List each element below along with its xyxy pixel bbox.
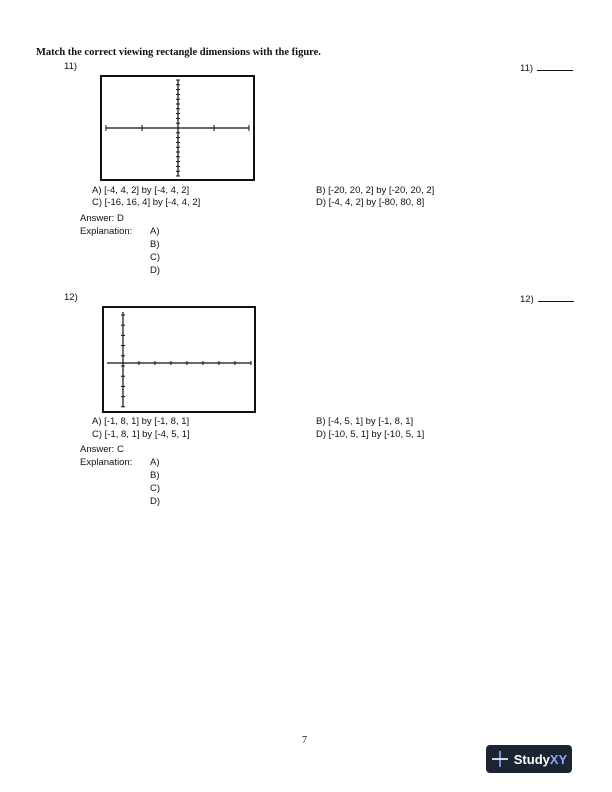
q11-option-c: C) [-16, 16, 4] by [-4, 4, 2] <box>92 197 201 208</box>
q11-explanation-c: C) <box>150 252 161 263</box>
q12-explanation-c: C) <box>150 483 161 494</box>
logo-text-accent: XY <box>549 751 568 767</box>
question-11-answer-number: 11) <box>520 63 534 74</box>
question-11-graph <box>100 75 255 181</box>
question-12-number: 12) <box>64 292 78 303</box>
q12-option-c: C) [-1, 8, 1] by [-4, 5, 1] <box>92 429 190 440</box>
q11-option-d: D) [-4, 4, 2] by [-80, 80, 8] <box>316 197 425 208</box>
question-11-answer-slot <box>520 61 573 75</box>
question-11-number: 11) <box>64 61 78 72</box>
question-12-answer-number: 12) <box>520 294 534 305</box>
q11-option-b: B) [-20, 20, 2] by [-20, 20, 2] <box>316 185 435 196</box>
q11-explanation-label: Explanation: <box>80 226 133 237</box>
q12-explanation-a: A) <box>150 457 160 468</box>
instructions-heading: Match the correct viewing rectangle dimensions with the figure. <box>36 47 321 58</box>
q11-option-a: A) [-4, 4, 2] by [-4, 4, 2] <box>92 185 190 196</box>
q11-explanation-d: D) <box>150 265 161 276</box>
q11-explanation-b: B) <box>150 239 160 250</box>
q11-explanation-a: A) <box>150 226 160 237</box>
logo-text <box>514 752 567 767</box>
q12-explanation-d: D) <box>150 496 161 507</box>
q12-option-a: A) [-1, 8, 1] by [-1, 8, 1] <box>92 416 190 427</box>
question-12-axes <box>104 308 254 411</box>
y-axis-ticks <box>176 80 180 176</box>
plus-sparkle-icon <box>491 750 509 768</box>
q12-option-b: B) [-4, 5, 1] by [-1, 8, 1] <box>316 416 414 427</box>
answer-blank-line <box>538 292 574 302</box>
q12-answer: Answer: C <box>80 444 124 455</box>
q11-answer: Answer: D <box>80 213 124 224</box>
answer-blank-line <box>537 61 573 71</box>
question-12-answer-slot <box>520 292 574 306</box>
studyxy-logo[interactable] <box>486 745 572 773</box>
question-11-axes <box>102 77 253 179</box>
logo-text-main: Study <box>513 751 550 767</box>
q12-option-d: D) [-10, 5, 1] by [-10, 5, 1] <box>316 429 425 440</box>
question-12-graph <box>102 306 256 413</box>
q12-explanation-label: Explanation: <box>80 457 133 468</box>
page-number: 7 <box>302 735 307 746</box>
q12-explanation-b: B) <box>150 470 160 481</box>
